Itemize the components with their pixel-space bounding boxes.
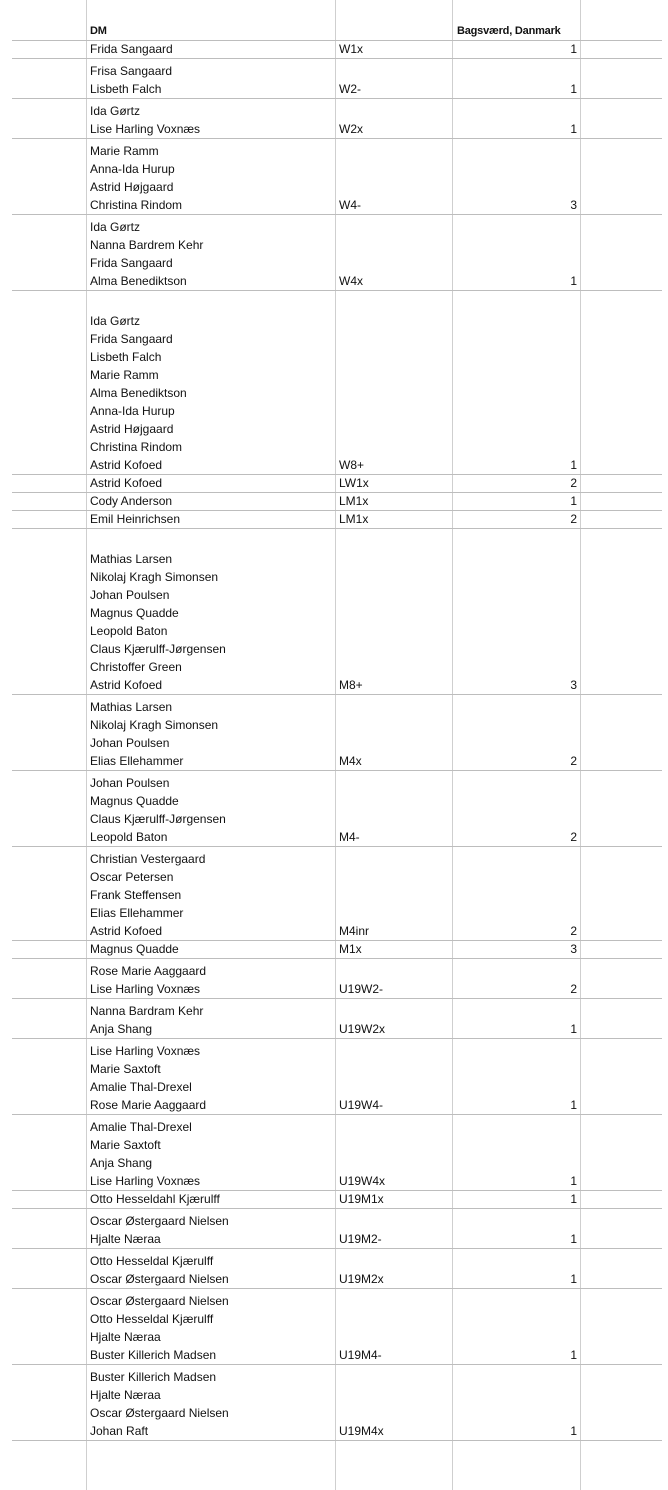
rower-name-cell[interactable]: Magnus Quadde <box>90 606 179 620</box>
boat-class-cell[interactable]: U19M2- <box>339 1232 382 1246</box>
boat-class-cell[interactable]: M4x <box>339 754 362 768</box>
boat-class-cell[interactable]: W1x <box>339 42 363 56</box>
placement-cell[interactable]: 1 <box>570 1232 577 1246</box>
result-row <box>0 138 668 214</box>
rower-name-cell[interactable]: Lisbeth Falch <box>90 350 162 364</box>
result-row <box>0 40 668 58</box>
boat-class-cell[interactable]: W4- <box>339 198 361 212</box>
rower-name-cell[interactable]: Magnus Quadde <box>90 942 179 956</box>
rower-name-cell[interactable]: Astrid Højgaard <box>90 180 174 194</box>
result-row <box>0 770 668 846</box>
boat-class-cell[interactable]: M4- <box>339 830 360 844</box>
placement-cell[interactable]: 1 <box>570 42 577 56</box>
rower-name-cell[interactable]: Alma Benediktson <box>90 386 187 400</box>
rower-name-cell[interactable]: Otto Hesseldal Kjærulff <box>90 1312 214 1326</box>
rower-name-cell[interactable]: Rose Marie Aaggaard <box>90 964 207 978</box>
result-row <box>0 510 668 528</box>
placement-cell[interactable]: 3 <box>570 198 577 212</box>
placement-cell[interactable]: 1 <box>570 1022 577 1036</box>
rower-name-cell[interactable]: Leopold Baton <box>90 624 168 638</box>
result-row <box>0 528 668 694</box>
rower-name-cell[interactable]: Cody Anderson <box>90 494 173 508</box>
placement-cell[interactable]: 1 <box>570 1192 577 1206</box>
rower-name-cell[interactable]: Elias Ellehammer <box>90 906 184 920</box>
rower-name-cell[interactable]: Oscar Østergaard Nielsen <box>90 1272 229 1286</box>
result-row <box>0 1038 668 1114</box>
boat-class-cell[interactable]: U19W4- <box>339 1098 384 1112</box>
sheet-title[interactable]: DM <box>90 25 107 37</box>
rower-name-cell[interactable]: Alma Benediktson <box>90 274 187 288</box>
rower-name-cell[interactable]: Frida Sangaard <box>90 42 173 56</box>
rower-name-cell[interactable]: Frida Sangaard <box>90 256 173 270</box>
rower-name-cell[interactable]: Otto Hesseldahl Kjærulff <box>90 1192 220 1206</box>
rower-name-cell[interactable]: Marie Ramm <box>90 368 159 382</box>
result-row <box>0 958 668 998</box>
placement-cell[interactable]: 1 <box>570 458 577 472</box>
placement-cell[interactable]: 1 <box>570 274 577 288</box>
boat-class-cell[interactable]: U19M1x <box>339 1192 384 1206</box>
rower-name-cell[interactable]: Ida Gørtz <box>90 220 141 234</box>
rower-name-cell[interactable]: Christoffer Green <box>90 660 182 674</box>
boat-class-cell[interactable]: W2x <box>339 122 363 136</box>
rower-name-cell[interactable]: Hjalte Næraa <box>90 1330 161 1344</box>
rower-name-cell[interactable]: Johan Raft <box>90 1424 149 1438</box>
rower-name-cell[interactable]: Oscar Petersen <box>90 870 174 884</box>
rower-name-cell[interactable]: Christian Vestergaard <box>90 852 206 866</box>
rower-name-cell[interactable]: Frank Steffensen <box>90 888 182 902</box>
boat-class-cell[interactable]: U19M4x <box>339 1424 384 1438</box>
rower-name-cell[interactable]: Lise Harling Voxnæs <box>90 1044 201 1058</box>
rower-name-cell[interactable]: Johan Poulsen <box>90 736 170 750</box>
boat-class-cell[interactable]: M1x <box>339 942 362 956</box>
result-row <box>0 998 668 1038</box>
rower-name-cell[interactable]: Lise Harling Voxnæs <box>90 982 201 996</box>
boat-class-cell[interactable]: W8+ <box>339 458 365 472</box>
venue-header[interactable]: Bagsværd, Danmark <box>457 25 561 37</box>
rower-name-cell[interactable] <box>90 532 333 550</box>
placement-cell[interactable]: 2 <box>570 830 577 844</box>
boat-class-cell[interactable]: LM1x <box>339 494 369 508</box>
rower-name-cell[interactable]: Astrid Kofoed <box>90 678 163 692</box>
rower-name-cell[interactable]: Johan Poulsen <box>90 776 170 790</box>
result-row <box>0 58 668 98</box>
rower-name-cell[interactable]: Nikolaj Kragh Simonsen <box>90 570 219 584</box>
boat-class-cell[interactable]: W4x <box>339 274 363 288</box>
rower-name-cell[interactable]: Christina Rindom <box>90 198 183 212</box>
rower-name-cell[interactable]: Oscar Østergaard Nielsen <box>90 1406 229 1420</box>
rower-name-cell[interactable]: Lise Harling Voxnæs <box>90 122 201 136</box>
rower-name-cell[interactable]: Astrid Kofoed <box>90 458 163 472</box>
placement-cell[interactable]: 1 <box>570 1348 577 1362</box>
rower-name-cell[interactable]: Christina Rindom <box>90 440 183 454</box>
rower-name-cell[interactable]: Elias Ellehammer <box>90 754 184 768</box>
rower-name-cell[interactable]: Nanna Bardram Kehr <box>90 1004 204 1018</box>
rower-name-cell[interactable]: Buster Killerich Madsen <box>90 1348 217 1362</box>
boat-class-cell[interactable]: U19M2x <box>339 1272 384 1286</box>
result-row <box>0 1114 668 1190</box>
boat-class-cell[interactable]: LM1x <box>339 512 369 526</box>
rower-name-cell[interactable]: Marie Saxtoft <box>90 1138 161 1152</box>
rower-name-cell[interactable]: Anja Shang <box>90 1156 153 1170</box>
rower-name-cell[interactable]: Leopold Baton <box>90 830 168 844</box>
rower-name-cell[interactable]: Claus Kjærulff-Jørgensen <box>90 812 226 826</box>
placement-cell[interactable]: 1 <box>570 1098 577 1112</box>
boat-class-cell[interactable]: M8+ <box>339 678 363 692</box>
placement-cell[interactable]: 1 <box>570 1424 577 1438</box>
result-row <box>0 1190 668 1208</box>
rower-name-cell[interactable]: Nikolaj Kragh Simonsen <box>90 718 219 732</box>
rower-name-cell[interactable]: Otto Hesseldal Kjærulff <box>90 1254 214 1268</box>
boat-class-cell[interactable]: U19M4- <box>339 1348 382 1362</box>
row-divider <box>12 1440 662 1441</box>
rower-name-cell[interactable]: Astrid Kofoed <box>90 476 163 490</box>
result-row <box>0 1208 668 1248</box>
result-row <box>0 846 668 940</box>
rower-name-cell[interactable]: Amalie Thal-Drexel <box>90 1080 192 1094</box>
rower-name-cell[interactable]: Claus Kjærulff-Jørgensen <box>90 642 226 656</box>
rower-name-cell[interactable]: Astrid Højgaard <box>90 422 174 436</box>
rower-name-cell[interactable]: Rose Marie Aaggaard <box>90 1098 207 1112</box>
boat-class-cell[interactable]: M4inr <box>339 924 370 938</box>
rower-name-cell[interactable]: Magnus Quadde <box>90 794 179 808</box>
placement-cell[interactable]: 3 <box>570 678 577 692</box>
placement-cell[interactable]: 1 <box>570 122 577 136</box>
placement-cell[interactable]: 2 <box>570 924 577 938</box>
result-row <box>0 1248 668 1288</box>
rower-name-cell[interactable]: Lisbeth Falch <box>90 82 162 96</box>
rower-name-cell[interactable]: Ida Gørtz <box>90 314 141 328</box>
result-row <box>0 474 668 492</box>
rower-name-cell[interactable]: Marie Ramm <box>90 144 159 158</box>
rower-name-cell[interactable]: Anna-Ida Hurup <box>90 162 175 176</box>
rower-name-cell[interactable]: Buster Killerich Madsen <box>90 1370 217 1384</box>
boat-class-cell[interactable]: W2- <box>339 82 361 96</box>
rower-name-cell[interactable]: Mathias Larsen <box>90 552 173 566</box>
rower-name-cell[interactable]: Oscar Østergaard Nielsen <box>90 1214 229 1228</box>
rower-name-cell[interactable]: Amalie Thal-Drexel <box>90 1120 192 1134</box>
boat-class-cell[interactable]: U19W2- <box>339 982 384 996</box>
rower-name-cell[interactable]: Hjalte Næraa <box>90 1388 161 1402</box>
placement-cell[interactable]: 3 <box>570 942 577 956</box>
placement-cell[interactable]: 1 <box>570 82 577 96</box>
rower-name-cell[interactable]: Anja Shang <box>90 1022 153 1036</box>
rower-name-cell[interactable]: Frisa Sangaard <box>90 64 173 78</box>
rower-name-cell[interactable]: Hjalte Næraa <box>90 1232 161 1246</box>
placement-cell[interactable]: 1 <box>570 1272 577 1286</box>
result-row <box>0 694 668 770</box>
boat-class-cell[interactable]: U19W4x <box>339 1174 386 1188</box>
rower-name-cell[interactable]: Johan Poulsen <box>90 588 170 602</box>
result-row <box>0 290 668 474</box>
result-row <box>0 1364 668 1440</box>
rower-name-cell[interactable]: Anna-Ida Hurup <box>90 404 175 418</box>
boat-class-cell[interactable]: LW1x <box>339 476 369 490</box>
placement-cell[interactable]: 1 <box>570 1174 577 1188</box>
placement-cell[interactable]: 2 <box>570 476 577 490</box>
placement-cell[interactable]: 2 <box>570 754 577 768</box>
rower-name-cell[interactable] <box>90 294 333 312</box>
rower-name-cell[interactable]: Mathias Larsen <box>90 700 173 714</box>
boat-class-cell[interactable]: U19W2x <box>339 1022 386 1036</box>
rower-name-cell[interactable]: Lise Harling Voxnæs <box>90 1174 201 1188</box>
result-row <box>0 1288 668 1364</box>
placement-cell[interactable]: 2 <box>570 982 577 996</box>
rower-name-cell[interactable]: Emil Heinrichsen <box>90 512 181 526</box>
placement-cell[interactable]: 1 <box>570 494 577 508</box>
rower-name-cell[interactable]: Ida Gørtz <box>90 104 141 118</box>
result-row <box>0 492 668 510</box>
placement-cell[interactable]: 2 <box>570 512 577 526</box>
rower-name-cell[interactable]: Frida Sangaard <box>90 332 173 346</box>
result-row <box>0 214 668 290</box>
rower-name-cell[interactable]: Oscar Østergaard Nielsen <box>90 1294 229 1308</box>
result-row <box>0 98 668 138</box>
rower-name-cell[interactable]: Marie Saxtoft <box>90 1062 161 1076</box>
rower-name-cell[interactable]: Astrid Kofoed <box>90 924 163 938</box>
rower-name-cell[interactable]: Nanna Bardrem Kehr <box>90 238 204 252</box>
result-row <box>0 940 668 958</box>
